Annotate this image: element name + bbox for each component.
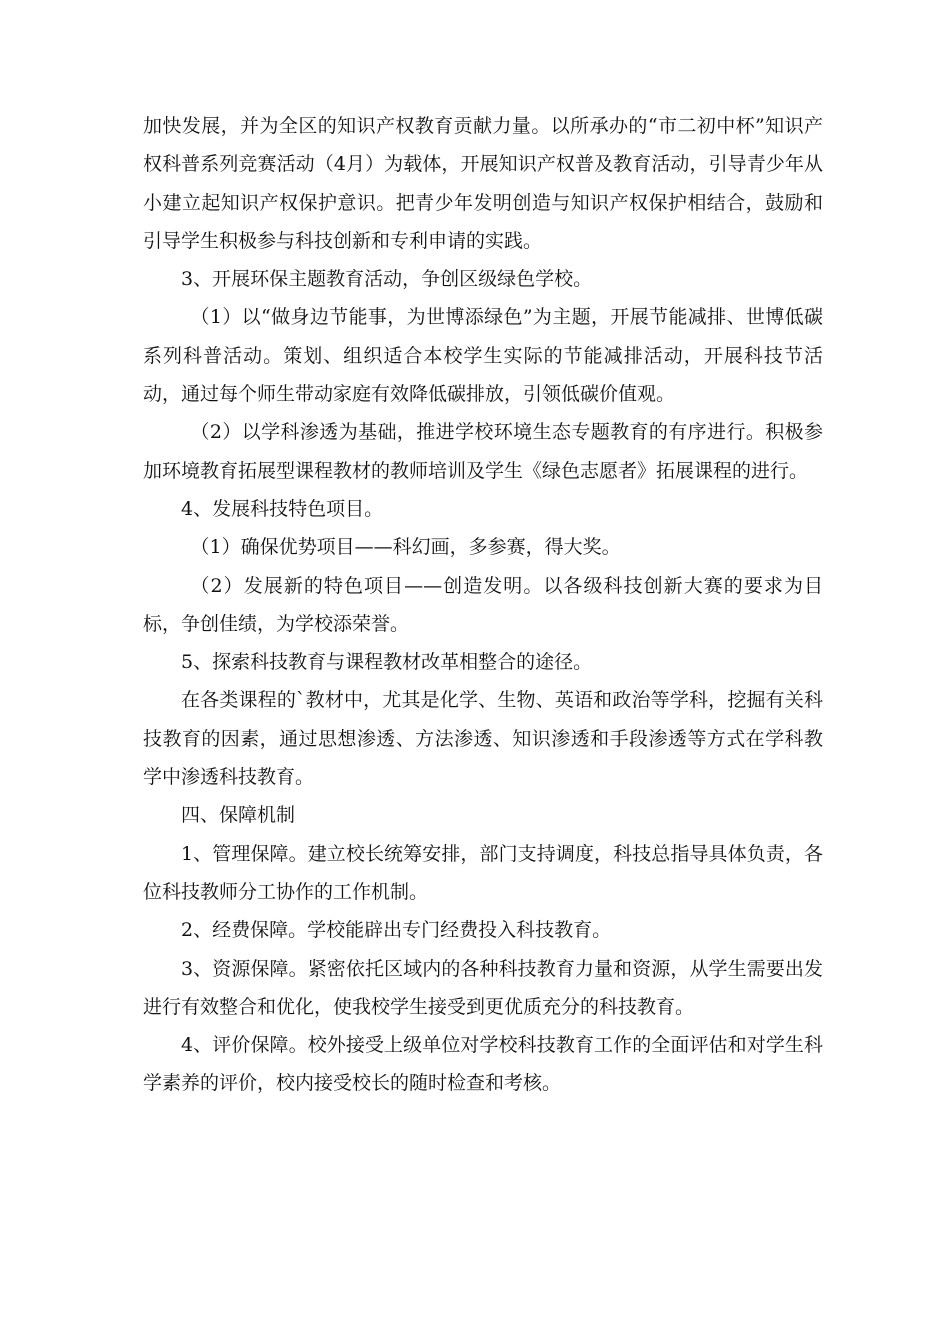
item-5-heading: 5、探索科技教育与课程教材改革相整合的途径。	[181, 651, 593, 674]
item-3-2-paragraph: （2）以学科渗透为基础，推进学校环境生态专题教育的有序进行。积极参加环境教育拓展型课程教材的教师培训及学生《绿色志愿者》拓展课程的进行。	[143, 421, 823, 482]
guarantee-3-paragraph: 3、资源保障。紧密依托区域内的各种科技教育力量和资源，从学生需要出发进行有效整合和优化，使我校学生接受到更优质充分的科技教育。	[143, 957, 823, 1018]
item-4-heading: 4、发展科技特色项目。	[181, 497, 384, 520]
item-3-heading: 3、开展环保主题教育活动，争创区级绿色学校。	[181, 268, 593, 291]
item-4-1-paragraph: （1）确保优势项目——科幻画，多参赛，得大奖。	[190, 536, 621, 559]
guarantee-1-paragraph: 1、管理保障。建立校长统筹安排，部门支持调度，科技总指导具体负责，各位科技教师分工协作的工作机制。	[143, 842, 823, 903]
item-3-1-paragraph: （1）以“做身边节能事，为世博添绿色”为主题，开展节能减排、世博低碳系列科普活动。策划、组织适合本校学生实际的节能减排活动，开展科技节活动，通过每个师生带动家庭有效降低碳排放，引领低碳价值观。	[143, 306, 823, 406]
guarantee-4-paragraph: 4、评价保障。校外接受上级单位对学校科技教育工作的全面评估和对学生科学素养的评价，校内接受校长的随时检查和考核。	[143, 1034, 823, 1095]
section-4-heading: 四、保障机制	[181, 804, 296, 827]
guarantee-2-paragraph: 2、经费保障。学校能辟出专门经费投入科技教育。	[181, 919, 612, 942]
paragraph-continuation: 加快发展，并为全区的知识产权教育贡献力量。以所承办的“市二初中杯”知识产权科普系列竞赛活动（4月）为载体，开展知识产权普及教育活动，引导青少年从小建立起知识产权保护意识。把青少年发明创造与知识产权保护相结合，鼓励和引导学生积极参与科技创新和专利申请的实践。	[143, 115, 823, 252]
item-4-2-paragraph: （2）发展新的特色项目——创造发明。以各级科技创新大赛的要求为目标，争创佳绩，为学校添荣誉。	[143, 574, 823, 635]
document-body	[143, 107, 823, 1103]
item-5-body-paragraph: 在各类课程的`教材中，尤其是化学、生物、英语和政治等学科，挖掘有关科技教育的因素，通过思想渗透、方法渗透、知识渗透和手段渗透等方式在学科教学中渗透科技教育。	[143, 689, 823, 789]
